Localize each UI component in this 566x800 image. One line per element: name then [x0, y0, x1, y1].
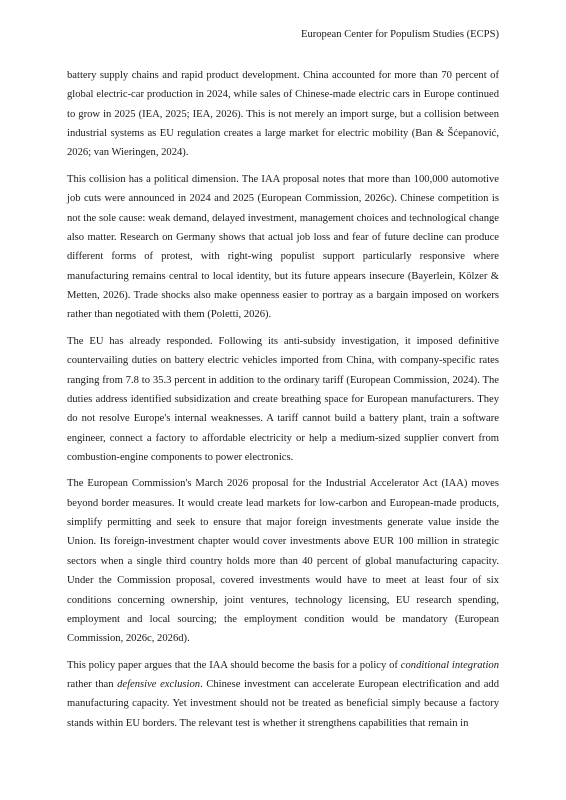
- body-text: [67, 66, 499, 740]
- emphasis-conditional-integration: conditional integration: [400, 659, 499, 671]
- paragraph-1: battery supply chains and rapid product development. China accounted for more than 70 percent of global electric-car production in 2024, while sales of Chinese-made electric cars in Europe continued to grow in 2025 (IEA, 2025; IEA, 2026). This is not merely an import surge, but a collision between industrial systems as EU regulation creates a large market for electric mobility (Ban & Šćepanović, 2026; van Wieringen, 2024).: [67, 70, 499, 159]
- emphasis-defensive-exclusion: defensive exclusion: [117, 679, 201, 691]
- paragraph-5: [67, 656, 499, 733]
- paragraph-3: The EU has already responded. Following its anti-subsidy investigation, it imposed definitive countervailing duties on battery electric vehicles imported from China, with company-specific rates ranging from 7.8 to 35.3 percent in addition to the ordinary tariff (European Commission, 2024). The duties address identified subsidization and create breathing space for European manufacturers. They do not resolve Europe's internal weaknesses. A tariff cannot build a battery plant, train a software engineer, connect a factory to affordable electricity or help a medium-sized supplier convert from combustion-engine components to power electronics.: [67, 335, 499, 463]
- paragraph-5-text-middle: rather than: [67, 679, 118, 691]
- paragraph-5-text-before: This policy paper argues that the IAA should become the basis for a policy of: [67, 659, 401, 671]
- paragraph-4: The European Commission's March 2026 proposal for the Industrial Accelerator Act (IAA) moves beyond border measures. It would create lead markets for low-carbon and European-made products, simplify permitting and seek to ensure that major foreign investments generate value inside the Union. Its foreign-investment chapter would cover investments above EUR 100 million in strategic sectors when a single third country holds more than 40 percent of global manufacturing capacity. Under the Commission proposal, covered investments would have to meet at least four of six conditions concerning ownership, joint ventures, technology licensing, EU research spending, employment and local sourcing; the employment condition would be mandatory (European Commission, 2026c, 2026d).: [67, 478, 499, 645]
- paragraph-5-text-after: . Chinese investment can accelerate European electrification and add manufacturing capacity. Yet investment should not be treated as beneficial simply because a factory stands within EU borders. The relevant test is whether it strengthens capabilities that remain in: [67, 679, 499, 729]
- paragraph-2: This collision has a political dimension. The IAA proposal notes that more than 100,000 automotive job cuts were announced in 2024 and 2025 (European Commission, 2026c). Chinese competition is not the sole cause: weak demand, delayed investment, management choices and technological change also matter. Research on Germany shows that actual job loss and fear of future decline can produce different forms of protest, with right-wing populist support particularly responsive where manufacturing remains central to local identity, but its future appears insecure (Bayerlein, Kölzer & Metten, 2026). Trade shocks also make openness easier to portray as a bargain imposed on workers rather than negotiated with them (Poletti, 2026).: [67, 173, 499, 321]
- running-header: European Center for Populism Studies (ECPS): [300, 29, 499, 40]
